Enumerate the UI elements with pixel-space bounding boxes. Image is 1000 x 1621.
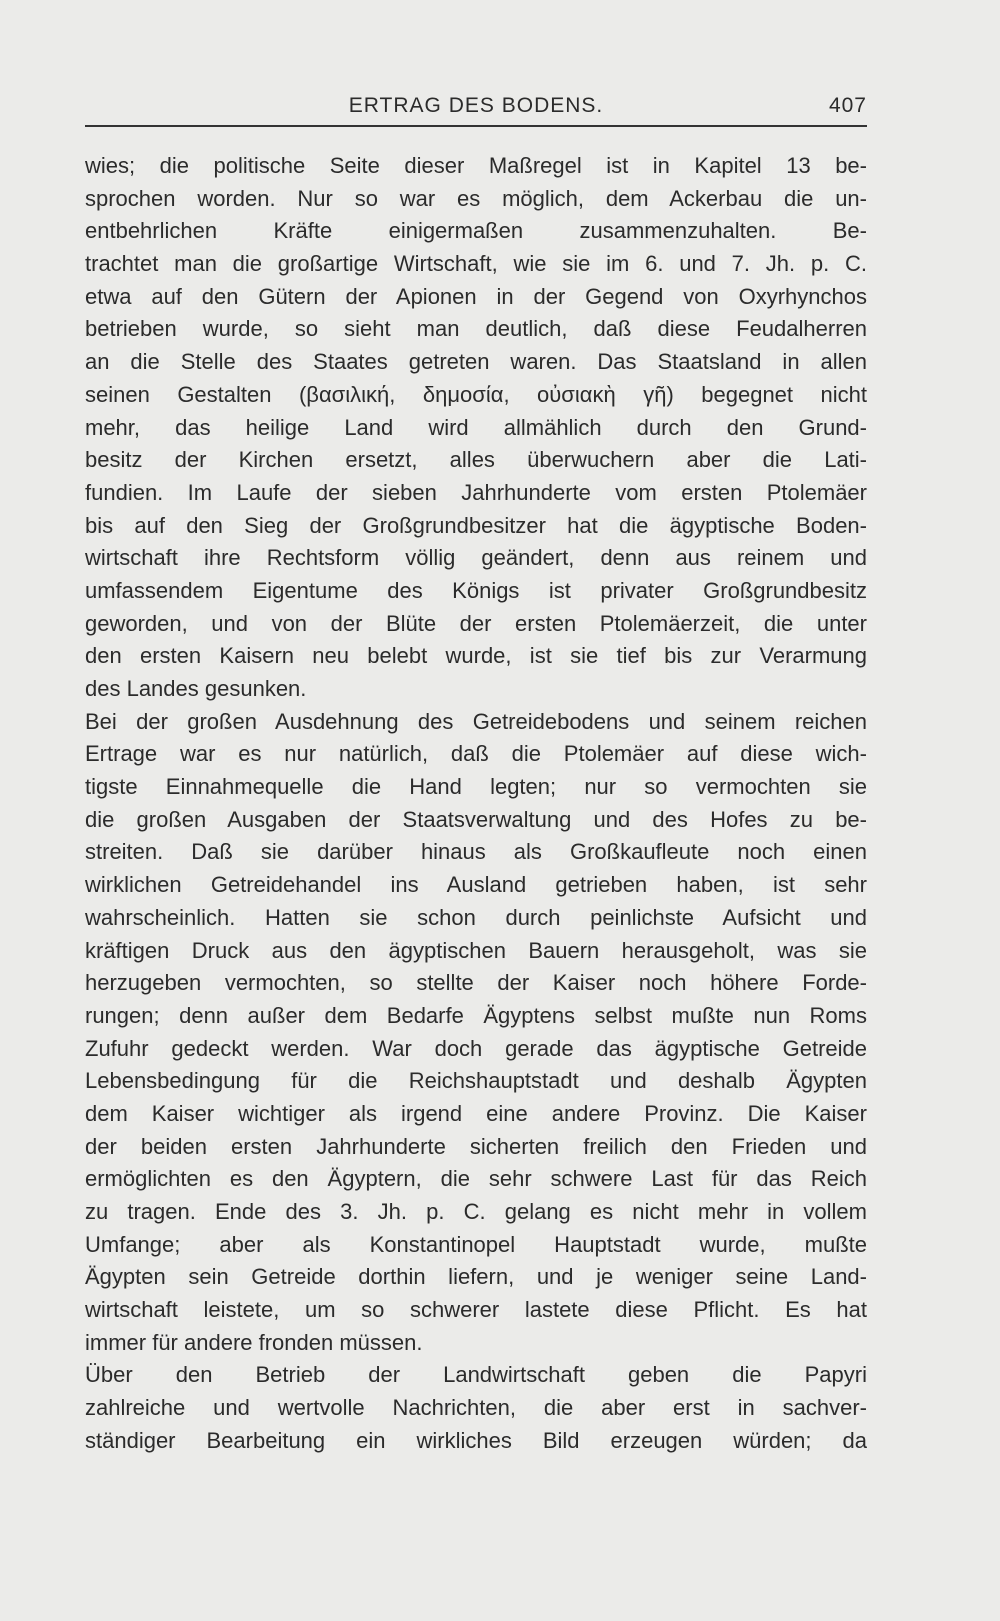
text-line: Zufuhr gedeckt werden. War doch gerade das ägyptische Getreide [85,1035,867,1061]
text-line: kräftigen Druck aus den ägyptischen Bauern herausgeholt, was sie [85,937,867,963]
text-line: mehr, das heilige Land wird allmählich durch den Grund- [85,414,867,440]
text-line: ermöglichten es den Ägyptern, die sehr schwere Last für das Reich [85,1166,867,1192]
text-line: zu tragen. Ende des 3. Jh. p. C. gelang es nicht mehr in vollem [85,1199,867,1224]
text-line: der beiden ersten Jahrhunderte sicherten freilich den Frieden und [85,1133,867,1159]
paragraph-end-line: des Landes gesunken. [85,676,307,701]
text-line: die großen Ausgaben der Staatsverwaltung und des Hofes zu be- [85,806,867,832]
text-line: streiten. Daß sie darüber hinaus als Großkaufleute noch einen [85,839,867,865]
text-line: sprochen worden. Nur so war es möglich, dem Ackerbau die un- [85,185,867,211]
text-line: Lebensbedingung für die Reichshauptstadt und deshalb Ägypten [85,1068,867,1094]
text-line: tigste Einnahmequelle die Hand legten; nur so vermochten sie [85,774,867,800]
text-line: wahrscheinlich. Hatten sie schon durch peinlichste Aufsicht und [85,904,867,930]
paragraph-end-line: immer für andere fronden müssen. [85,1329,423,1355]
text-line: bis auf den Sieg der Großgrundbesitzer hat die ägyptische Boden- [85,512,867,538]
text-line: Ertrage war es nur natürlich, daß die Ptolemäer auf diese wich- [85,741,867,767]
text-line: zahlreiche und wertvolle Nachrichten, die aber erst in sachver- [85,1395,867,1421]
text-line: dem Kaiser wichtiger als irgend eine andere Provinz. Die Kaiser [85,1100,867,1126]
text-line: herzugeben vermochten, so stellte der Kaiser noch höhere Forde- [85,970,867,996]
text-line: wirklichen Getreidehandel ins Ausland getrieben haben, ist sehr [85,872,867,898]
text-line: etwa auf den Gütern der Apionen in der Gegend von Oxyrhynchos [85,283,867,309]
text-line: seinen Gestalten (βασιλική, δημοσία, οὐσιακὴ γῆ) begegnet nicht [85,381,867,407]
header-rule [85,125,867,127]
text-line: wirtschaft ihre Rechtsform völlig geändert, denn aus reinem und [85,545,867,571]
text-line: Über den Betrieb der Landwirtschaft geben die Papyri [85,1362,867,1388]
page-header [85,94,867,124]
text-line: entbehrlichen Kräfte einigermaßen zusammenzuhalten. Be- [85,218,867,244]
text-line: Ägypten sein Getreide dorthin liefern, und je weniger seine Land- [85,1264,867,1290]
text-line: trachtet man die großartige Wirtschaft, wie sie im 6. und 7. Jh. p. C. [85,251,867,277]
text-line: umfassendem Eigentume des Königs ist privater Großgrundbesitz [85,577,867,603]
text-line: fundien. Im Laufe der sieben Jahrhunderte vom ersten Ptolemäer [85,479,867,505]
text-line: wies; die politische Seite dieser Maßregel ist in Kapitel 13 be- [85,153,867,178]
text-line: betrieben wurde, so sieht man deutlich, daß diese Feudalherren [85,316,867,342]
text-line: Umfange; aber als Konstantinopel Hauptstadt wurde, mußte [85,1231,867,1257]
text-line: ständiger Bearbeitung ein wirkliches Bild erzeugen würden; da [85,1427,867,1453]
text-line: den ersten Kaisern neu belebt wurde, ist sie tief bis zur Verarmung [85,643,867,669]
text-line: geworden, und von der Blüte der ersten Ptolemäerzeit, die unter [85,610,867,636]
body-text [85,150,867,1458]
running-title: ERTRAG DES BODENS. [348,94,604,117]
page-number: 407 [828,94,867,117]
text-line: wirtschaft leistete, um so schwerer lastete diese Pflicht. Es hat [85,1297,867,1323]
text-line: Bei der großen Ausdehnung des Getreidebodens und seinem reichen [85,708,867,734]
text-line: rungen; denn außer dem Bedarfe Ägyptens selbst mußte nun Roms [85,1002,867,1028]
text-line: besitz der Kirchen ersetzt, alles überwuchern aber die Lati- [85,447,867,473]
text-line: an die Stelle des Staates getreten waren. Das Staatsland in allen [85,349,867,375]
